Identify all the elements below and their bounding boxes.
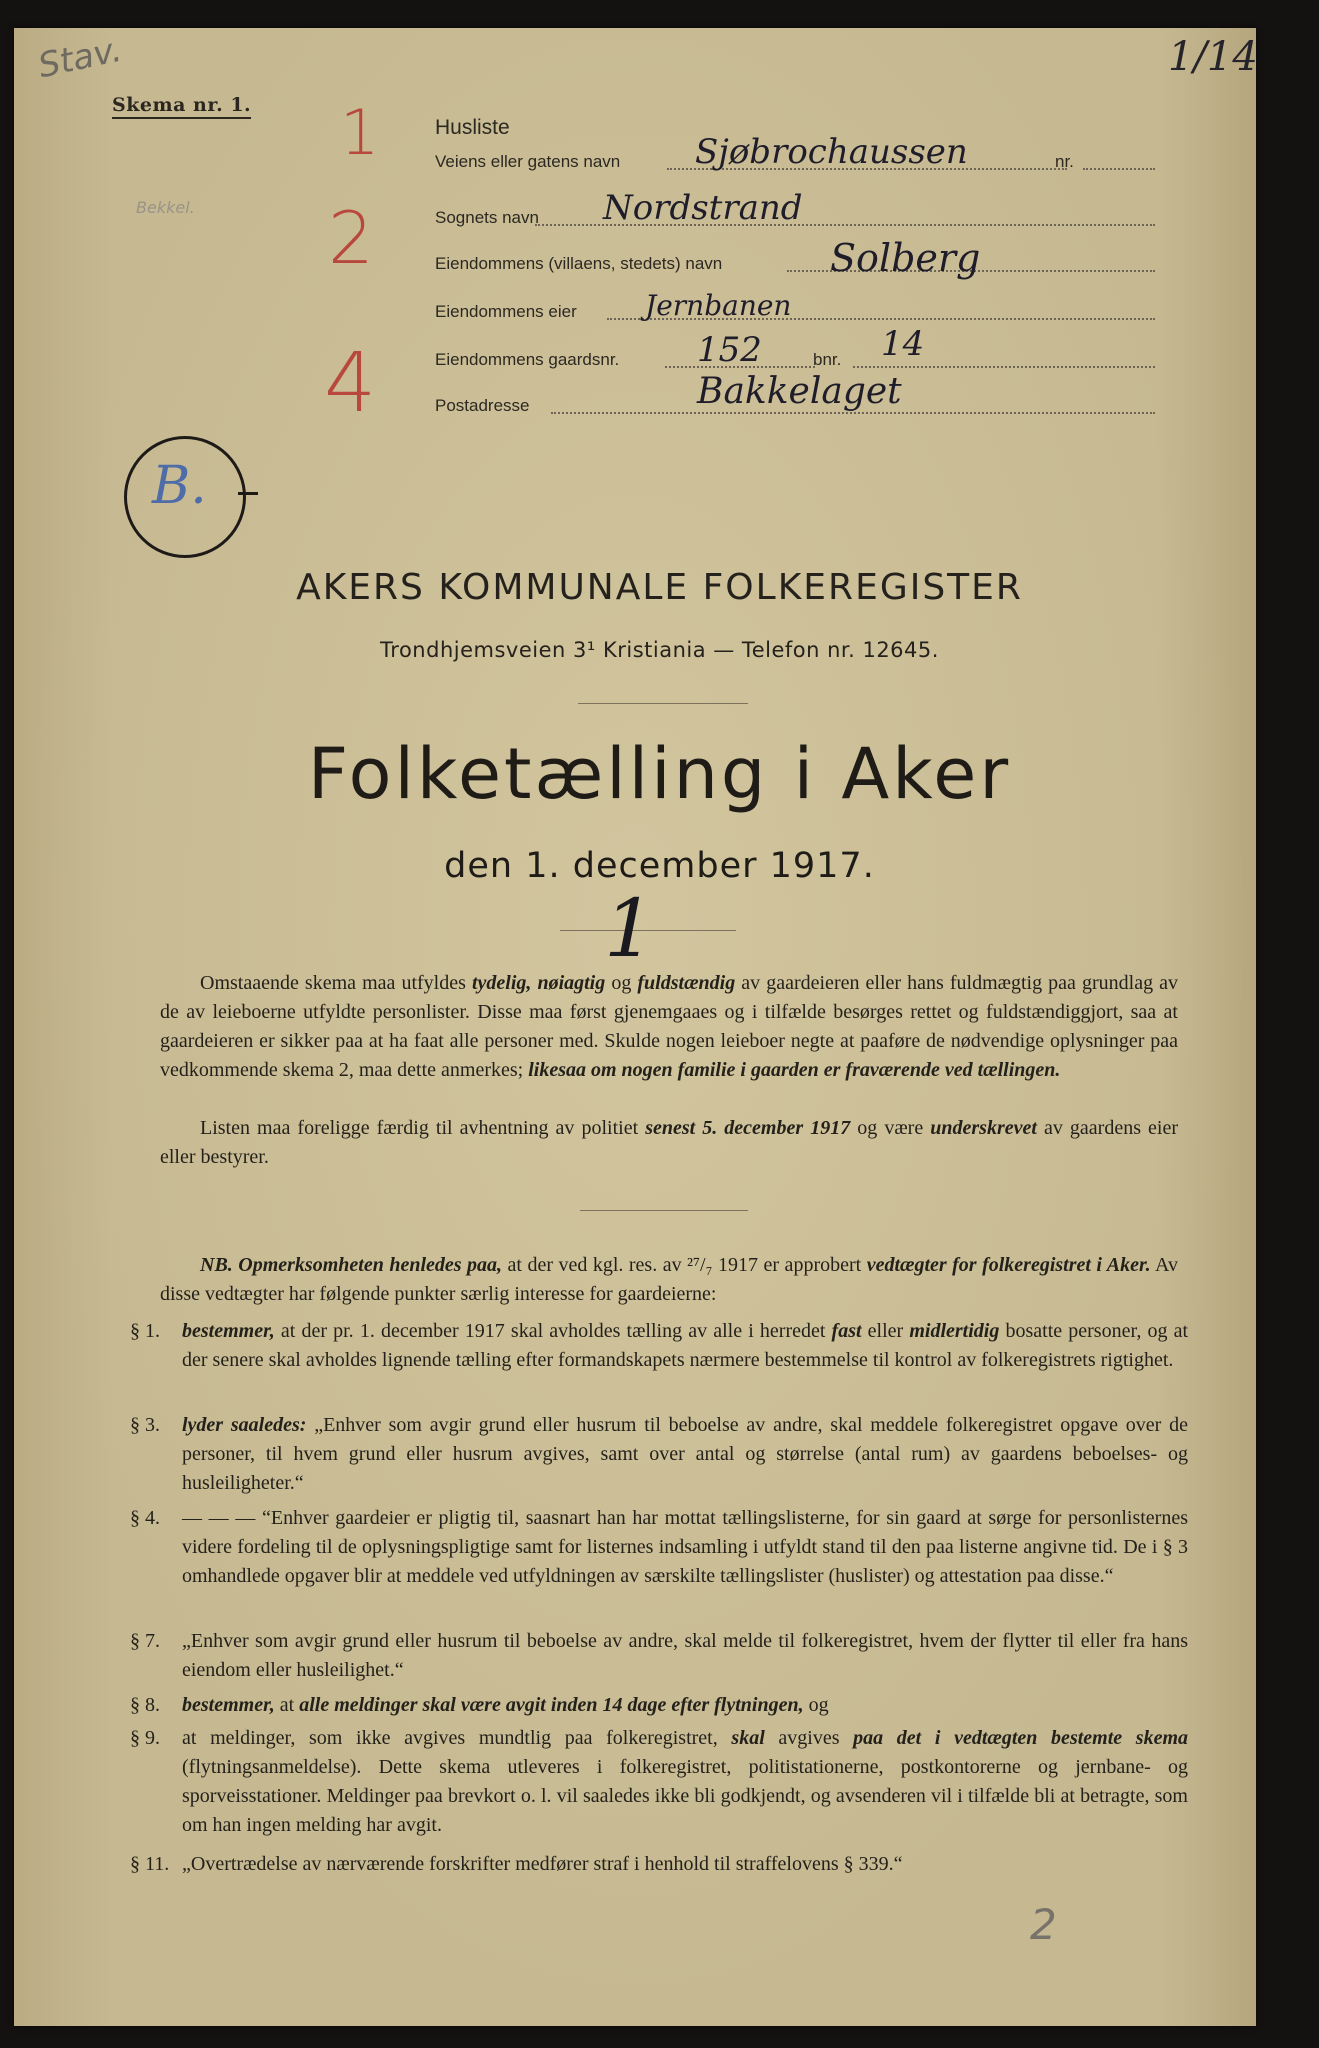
- nb-emphasis: vedtægter for folkeregistret i Aker.: [866, 1254, 1151, 1276]
- field-bnr-value: 14: [881, 324, 925, 364]
- section-number: § 4.: [130, 1507, 160, 1529]
- section-body: avgives: [764, 1727, 854, 1749]
- section-4: [130, 1504, 1188, 1591]
- intro-emphasis-5: underskrevet: [930, 1117, 1037, 1139]
- section-emphasis: skal: [731, 1727, 765, 1749]
- section-body: — — — “Enhver gaardeier er pligtig til, saasnart han har mottat tællingslisterne, for sin gaard at sørge for personlisternes videre fordeling til de oplysningspligtige samt for listernes indsamling i utfyldt stand til den paa listerne angivne tid. De i § 3 omhandlede opgaver blir at meddele ved utfyldningen av særskilte tællingslister (huslister) og attestation paa disse.“: [182, 1507, 1188, 1587]
- section-lead: lyder saaledes:: [182, 1414, 307, 1436]
- section-7: [130, 1627, 1188, 1685]
- field-postal-address-value: Bakkelaget: [697, 371, 902, 412]
- organization-heading: AKERS KOMMUNALE FOLKEREGISTER: [296, 567, 1023, 608]
- field-street-value: Sjøbrochaussen: [695, 132, 968, 172]
- intro-text: av gaardeieren eller hans fuldmægtig paa grundlag av de av leieboerne utfyldte personlister. Disse maa først gjenemgaaes og i tilfælde besørges rettet og fuldstændiggjort, saa at gaardeieren er sikker paa at ha faat alle personer med. Skulde nogen leieboer negte at paaføre de nødvendige oplysninger paa vedkommende skema 2, maa dette anmerkes;: [160, 972, 1179, 1081]
- intro-text: av gaardens eier eller bestyrer.: [160, 1117, 1179, 1168]
- section-1: [130, 1317, 1188, 1375]
- nb-text: Av disse vedtægter har følgende punkter særlig interesse for gaardeierne:: [160, 1254, 1178, 1305]
- circle-stamp-tail: [238, 492, 258, 495]
- pencil-note-left: Bekkel.: [136, 198, 195, 217]
- section-lead: bestemmer,: [182, 1320, 275, 1342]
- divider-3: [580, 1210, 748, 1211]
- field-postal-address-line: [551, 412, 1155, 414]
- document-date: den 1. december 1917.: [444, 846, 875, 886]
- section-body: og: [803, 1694, 829, 1716]
- nb-text: at der ved kgl. res. av ²⁷/₇ 1917 er approbert: [502, 1254, 867, 1276]
- section-3: [130, 1411, 1188, 1498]
- section-8: [130, 1691, 1188, 1720]
- skema-label: Skema nr. 1.: [112, 94, 251, 119]
- field-owner-label: Eiendommens eier: [435, 302, 577, 321]
- section-number: § 9.: [130, 1727, 160, 1749]
- section-body: at meldinger, som ikke avgives mundtlig paa folkeregistret,: [182, 1727, 732, 1749]
- intro-text: Omstaaende skema maa utfyldes: [200, 972, 472, 994]
- section-body: (flytningsanmeldelse). Dette skema utleveres i folkeregistret, politistationerne, postkontorerne og jernbane- og sporveisstationer. Meldinger paa brevkort o. l. vil saaledes ikke bli godkjendt, og avsenderen vil i tilfælde bli at betragte, som om han ingen melding har avgit.: [182, 1756, 1188, 1836]
- handwritten-date-mark: 1: [604, 882, 655, 975]
- intro-emphasis-4: senest 5. december 1917: [645, 1117, 851, 1139]
- intro-text: Listen maa foreligge færdig til avhentning av politiet: [200, 1117, 646, 1139]
- field-postal-address-label: Postadresse: [435, 396, 530, 415]
- field-property-name-value: Solberg: [830, 236, 981, 280]
- section-text: [182, 1317, 1188, 1375]
- field-bnr-label: bnr.: [813, 350, 842, 369]
- section-text: [182, 1691, 1188, 1720]
- section-text: [182, 1627, 1188, 1685]
- section-body: at: [274, 1694, 300, 1716]
- nb-paragraph: [160, 1251, 1178, 1309]
- field-parish-value: Nordstrand: [603, 188, 803, 228]
- organization-address: Trondhjemsveien 3¹ Kristiania — Telefon nr. 12645.: [380, 638, 939, 662]
- red-number-4: 4: [324, 336, 377, 431]
- intro-emphasis-3: likesaa om nogen familie i gaarden er fraværende ved tællingen.: [528, 1059, 1061, 1081]
- intro-paragraph-2: [160, 1114, 1178, 1172]
- field-street-label: Veiens eller gatens navn: [435, 152, 621, 171]
- field-owner-value: Jernbanen: [645, 289, 792, 322]
- red-number-1: 1: [340, 96, 380, 169]
- husliste-heading: Husliste: [435, 116, 510, 139]
- field-street-nr-line: [1083, 168, 1155, 170]
- nb-lead: NB. Opmerksomheten henledes paa,: [200, 1254, 503, 1276]
- field-parish: [435, 188, 1155, 230]
- divider-1: [578, 703, 748, 704]
- intro-paragraph-1: [160, 969, 1178, 1085]
- intro-emphasis-1: tydelig, nøiagtig: [471, 972, 606, 994]
- field-postal-address: [435, 371, 1155, 418]
- field-gaardsnr-value: 152: [697, 330, 762, 370]
- field-property-name: [435, 236, 1155, 280]
- section-body: „Enhver som avgir grund eller husrum til beboelse av andre, skal melde til folkeregistret, hvem der flytter til eller fra hans eiendom eller husleilighet.“: [182, 1630, 1188, 1681]
- field-owner: [435, 289, 1155, 324]
- field-parish-label: Sognets navn: [435, 208, 539, 227]
- field-gaardsnr-label: Eiendommens gaardsnr.: [435, 350, 620, 369]
- field-bnr-line: [853, 366, 1155, 368]
- section-body: „Enhver som avgir grund eller husrum til beboelse av andre, skal meddele folkeregistret opgave over de personer, til hvem grund eller husrum avgives, samt over antal og størrelse (antal rum) av gaardens beboelses- og husleiligheter.“: [182, 1414, 1188, 1494]
- section-body: bosatte personer, og at der senere skal avholdes lignende tælling efter formandskapets nærmere bestemmelse til kontrol av folkeregistrets rigtighet.: [182, 1320, 1189, 1371]
- section-11: [130, 1850, 1188, 1879]
- field-gaardsnr: [435, 324, 1155, 372]
- pencil-number-bottom-right: 2: [1030, 1900, 1057, 1949]
- section-text: [182, 1504, 1188, 1591]
- section-body: eller: [861, 1320, 910, 1342]
- section-text: [182, 1724, 1188, 1840]
- section-text: [182, 1411, 1188, 1498]
- section-number: § 1.: [130, 1320, 160, 1342]
- section-lead: bestemmer,: [182, 1694, 275, 1716]
- document-title: Folketælling i Aker: [307, 733, 1012, 815]
- field-street-nr-label: nr.: [1055, 152, 1074, 171]
- section-number: § 11.: [130, 1853, 170, 1875]
- red-number-2: 2: [328, 196, 374, 280]
- section-number: § 8.: [130, 1694, 160, 1716]
- section-9: [130, 1724, 1188, 1840]
- pencil-note-top-left: Stav.: [34, 29, 126, 87]
- section-body: at der pr. 1. december 1917 skal avholdes tælling av alle i herredet: [274, 1320, 832, 1342]
- field-property-name-label: Eiendommens (villaens, stedets) navn: [435, 254, 723, 273]
- section-text: [182, 1850, 1188, 1879]
- intro-emphasis-2: fuldstændig: [637, 972, 736, 994]
- section-emphasis: fast: [831, 1320, 862, 1342]
- section-number: § 7.: [130, 1630, 160, 1652]
- section-body: „Overtrædelse av nærværende forskrifter medfører straf i henhold til straffelovens § 339.“: [182, 1853, 903, 1875]
- folio-number: 1/14: [1168, 34, 1258, 80]
- section-emphasis: paa det i vedtægten bestemte skema: [853, 1727, 1189, 1749]
- stamp-letter: B.: [152, 456, 207, 516]
- intro-text: og: [605, 972, 638, 994]
- section-emphasis: alle meldinger skal være avgit inden 14 dage efter flytningen,: [299, 1694, 804, 1716]
- field-street: [435, 132, 1155, 174]
- section-number: § 3.: [130, 1414, 160, 1436]
- section-emphasis: midlertidig: [909, 1320, 1000, 1342]
- intro-text: og være: [850, 1117, 931, 1139]
